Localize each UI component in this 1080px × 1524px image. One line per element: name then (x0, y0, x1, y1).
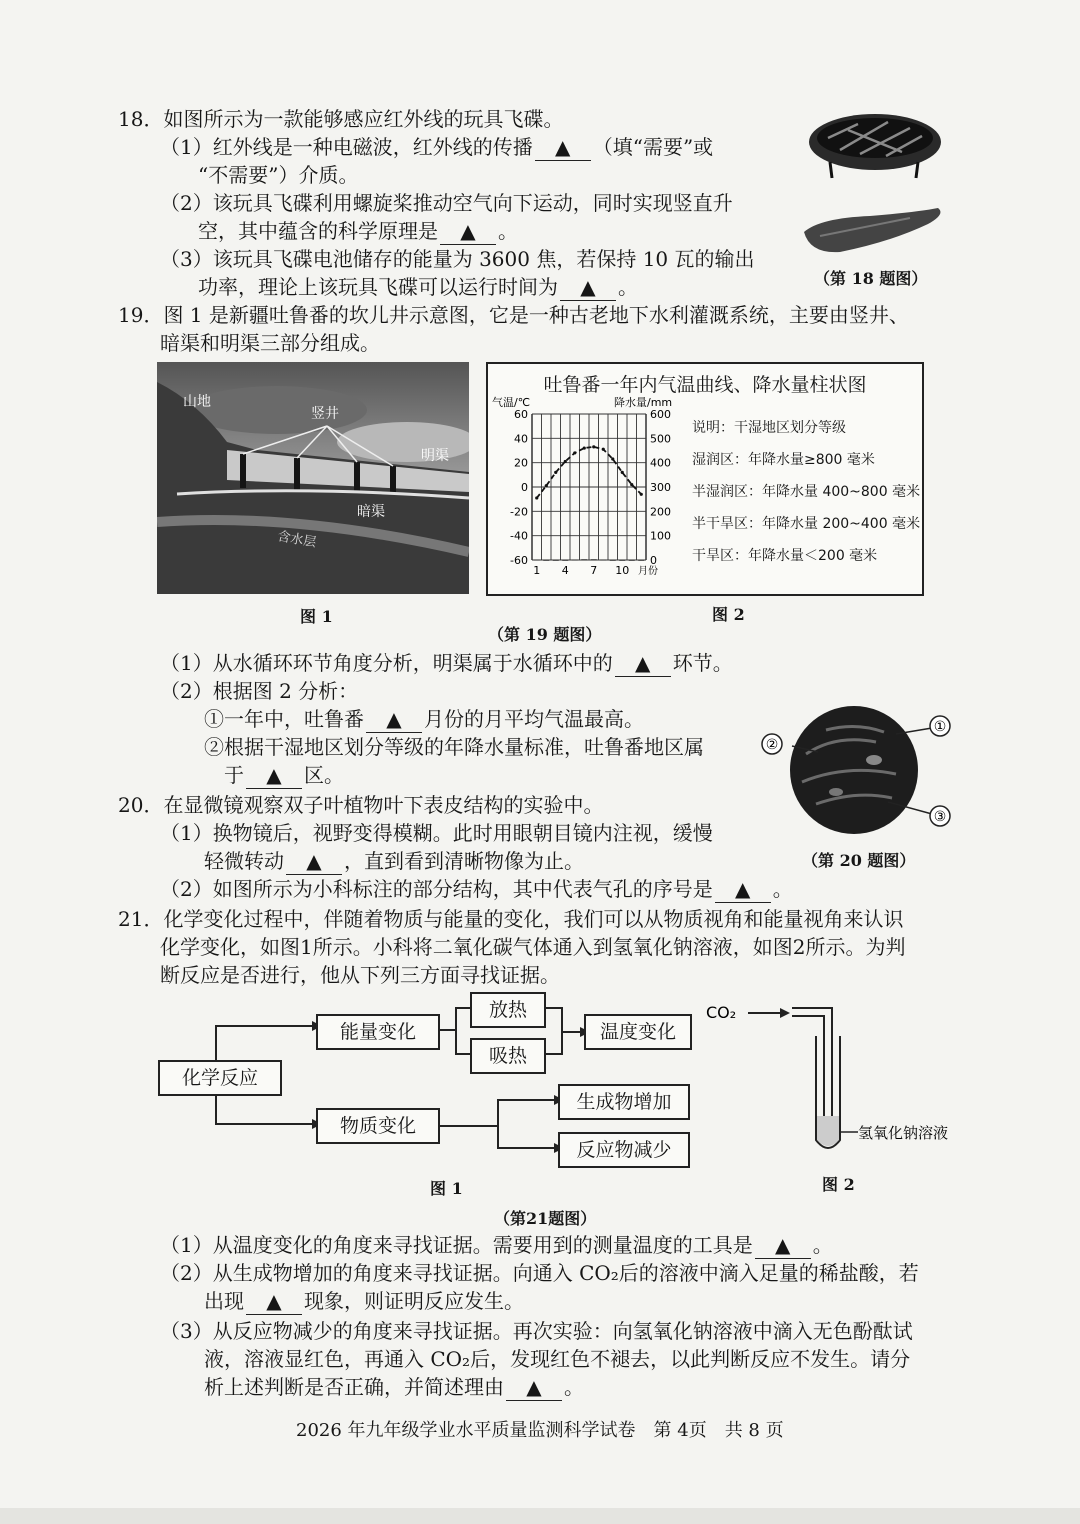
ufo-toy-photo (800, 100, 950, 260)
q20-part1: （1）换物镜后，视野变得模糊。此时用眼朝目镜内注视，缓慢 (160, 821, 713, 845)
q19-part2-1: ①一年中，吐鲁番 ▲ 月份的月平均气温最高。 (204, 707, 644, 731)
dryness-notes (692, 412, 920, 572)
precipitation-bar (553, 560, 559, 561)
note-humid: 湿润区：年降水量≥800 毫米 (692, 452, 875, 468)
label-hidden-canal: 暗渠 (357, 504, 385, 520)
q20-part1-cont: 轻微转动 ▲ ，直到看到清晰物像为止。 (204, 849, 584, 873)
answer-blank[interactable]: ▲ (366, 706, 422, 733)
temperature-point (535, 496, 538, 499)
precipitation-bar (581, 559, 587, 560)
q18-stem: 18．如图所示为一款能够感应红外线的玩具飞碟。 (118, 107, 564, 131)
precipitation-bar (562, 560, 568, 561)
fig19-1-caption: 图 1 (300, 607, 333, 626)
answer-blank[interactable]: ▲ (560, 274, 616, 301)
page-footer: 2026 年九年级学业水平质量监测科学试卷 第 4页 共 8 页 (296, 1420, 784, 1441)
box-energy-change: 能量变化 (316, 1014, 440, 1050)
fig19-2-caption: 图 2 (712, 605, 745, 624)
month-tick-label: 7 (590, 564, 598, 577)
q20-stem: 20．在显微镜观察双子叶植物叶下表皮结构的实验中。 (118, 793, 604, 817)
note-semi-arid: 半干旱区：年降水量 200~400 毫米 (692, 516, 921, 532)
temperature-point (592, 445, 595, 448)
temperature-point (630, 483, 633, 486)
box-product-increase: 生成物增加 (558, 1084, 690, 1120)
temperature-tick-label: 20 (514, 456, 528, 470)
label-shaft: 竖井 (311, 406, 339, 422)
q18-part2-cont: 空，其中蕴含的科学原理是 ▲ 。 (198, 219, 518, 243)
temperature-tick-label: 40 (514, 432, 528, 446)
answer-blank[interactable]: ▲ (246, 1288, 302, 1315)
answer-blank[interactable]: ▲ (615, 650, 671, 677)
label-mountain: 山地 (183, 394, 211, 410)
label-open-canal: 明渠 (421, 448, 449, 464)
q20-part2: （2）如图所示为小科标注的部分结构，其中代表气孔的序号是 ▲ 。 (160, 877, 793, 901)
box-temperature-change: 温度变化 (584, 1014, 692, 1050)
temperature-tick-label: -60 (510, 554, 528, 567)
temperature-tick-label: -20 (510, 505, 528, 519)
q19-part1: （1）从水循环环节角度分析，明渠属于水循环中的 ▲ 环节。 (160, 651, 733, 675)
marker-2: ② (765, 737, 779, 753)
q21-part2-cont: 出现 ▲ 现象，则证明反应发生。 (204, 1289, 524, 1313)
fig21-2-caption: 图 2 (822, 1175, 855, 1194)
precipitation-bar (600, 560, 606, 561)
q21-stem-cont2: 断反应是否进行，他从下列三方面寻找证据。 (160, 963, 560, 987)
fig19-caption: （第 19 题图） (488, 625, 602, 644)
answer-blank[interactable]: ▲ (246, 762, 302, 789)
precipitation-bar (610, 560, 616, 561)
box-matter-change: 物质变化 (316, 1108, 440, 1144)
month-tick-label: 4 (561, 564, 569, 577)
precipitation-bar (591, 559, 597, 560)
temperature-point (602, 448, 605, 451)
q19-part2: （2）根据图 2 分析： (160, 679, 359, 703)
fig20-caption: （第 20 题图） (802, 851, 916, 870)
q19-part2-2-cont: 于 ▲ 区。 (224, 763, 344, 787)
temperature-point (583, 446, 586, 449)
q18-part3-cont: 功率，理论上该玩具飞碟可以运行时间为 ▲ 。 (198, 275, 638, 299)
precipitation-bar (638, 560, 644, 561)
q21-stem: 21．化学变化过程中，伴随着物质与能量的变化，我们可以从物质视角和能量视角来认识 (118, 907, 904, 931)
temperature-point (621, 471, 624, 474)
temperature-tick-label: 0 (521, 481, 528, 494)
precipitation-tick-label: 500 (650, 432, 671, 446)
answer-blank[interactable]: ▲ (755, 1232, 811, 1259)
q21-part3-cont2: 析上述判断是否正确，并简述理由 ▲ 。 (204, 1375, 584, 1399)
note-semi-humid: 半湿润区：年降水量 400~800 毫米 (692, 484, 921, 500)
naoh-solution-label: 氢氧化钠溶液 (858, 1124, 949, 1142)
marker-3: ③ (933, 809, 947, 825)
q21-part3-cont1: 液，溶液显红色，再通入 CO₂后，发现红色不褪去，以此判断反应不发生。请分 (204, 1347, 911, 1371)
precipitation-bar (629, 560, 635, 561)
temperature-point (545, 484, 548, 487)
answer-blank[interactable]: ▲ (286, 848, 342, 875)
month-axis-label: 月份 (638, 566, 658, 577)
answer-blank[interactable]: ▲ (535, 134, 591, 161)
q21-stem-cont1: 化学变化，如图1所示。小科将二氧化碳气体通入到氢氧化钠溶液，如图2所示。为判 (160, 935, 906, 959)
month-tick-label: 1 (533, 564, 541, 577)
q19-part2-2: ②根据干湿地区划分等级的年降水量标准，吐鲁番地区属 (204, 735, 704, 759)
precipitation-axis-label: 降水量/mm (614, 396, 673, 409)
answer-blank[interactable]: ▲ (715, 876, 771, 903)
precipitation-tick-label: 100 (650, 529, 671, 543)
note-title: 说明：干湿地区划分等级 (692, 420, 846, 436)
q19-stem-cont: 暗渠和明渠三部分组成。 (160, 331, 380, 355)
q19-stem: 19．图 1 是新疆吐鲁番的坎儿井示意图，它是一种古老地下水利灌溉系统，主要由竖井、 (118, 303, 909, 327)
precipitation-tick-label: 200 (650, 505, 671, 519)
q18-part2: （2）该玩具飞碟利用螺旋桨推动空气向下运动，同时实现竖直升 (160, 191, 733, 215)
temperature-point (640, 493, 643, 496)
q21-part1: （1）从温度变化的角度来寻找证据。需要用到的测量温度的工具是 ▲ 。 (160, 1233, 833, 1257)
climate-chart-title: 吐鲁番一年内气温曲线、降水量柱状图 (543, 374, 867, 396)
marker-1: ① (933, 719, 947, 735)
note-arid: 干旱区：年降水量＜200 毫米 (692, 548, 878, 564)
fig21-caption: （第21题图） (494, 1209, 597, 1228)
scan-edge (0, 1508, 1080, 1524)
precipitation-bar (534, 560, 540, 561)
precipitation-bar (619, 560, 625, 561)
precipitation-tick-label: 300 (650, 481, 671, 494)
temperature-point (573, 451, 576, 454)
temperature-tick-label: -40 (510, 529, 528, 543)
temperature-precipitation-chart (488, 394, 688, 592)
answer-blank[interactable]: ▲ (440, 218, 496, 245)
temperature-tick-label: 60 (514, 408, 528, 421)
precipitation-bar (572, 560, 578, 561)
karez-diagram (157, 362, 469, 594)
temperature-point (611, 457, 614, 460)
microscope-leaf-epidermis (756, 694, 956, 844)
box-absorb-heat: 吸热 (470, 1038, 546, 1074)
fig21-1-caption: 图 1 (430, 1179, 463, 1198)
precipitation-bar (543, 560, 549, 561)
climate-chart-panel (486, 362, 924, 596)
co2-test-tube-apparatus (700, 996, 980, 1166)
temperature-point (554, 471, 557, 474)
precipitation-tick-label: 0 (650, 554, 657, 567)
month-tick-label: 10 (615, 564, 630, 577)
co2-gas-label: CO₂ (706, 1003, 737, 1022)
box-release-heat: 放热 (470, 992, 546, 1028)
q21-part3: （3）从反应物减少的角度来寻找证据。再次实验：向氢氧化钠溶液中滴入无色酚酞试 (160, 1319, 913, 1343)
answer-blank[interactable]: ▲ (506, 1374, 562, 1401)
fig18-caption: （第 18 题图） (814, 269, 928, 288)
precipitation-tick-label: 600 (650, 408, 671, 421)
temperature-point (564, 460, 567, 463)
q21-part2: （2）从生成物增加的角度来寻找证据。向通入 CO₂后的溶液中滴入足量的稀盐酸，若 (160, 1261, 919, 1285)
box-chemical-reaction: 化学反应 (158, 1060, 282, 1096)
q18-part1: （1）红外线是一种电磁波，红外线的传播 ▲ （填“需要”或 (160, 135, 714, 159)
temperature-axis-label: 气温/℃ (492, 396, 531, 409)
box-reactant-decrease: 反应物减少 (558, 1132, 690, 1168)
q18-part1-cont: “不需要”）介质。 (198, 163, 359, 187)
q18-part3: （3）该玩具飞碟电池储存的能量为 3600 焦，若保持 10 瓦的输出 (160, 247, 755, 271)
precipitation-tick-label: 400 (650, 456, 671, 470)
label-aquifer: 含水层 (276, 529, 318, 551)
